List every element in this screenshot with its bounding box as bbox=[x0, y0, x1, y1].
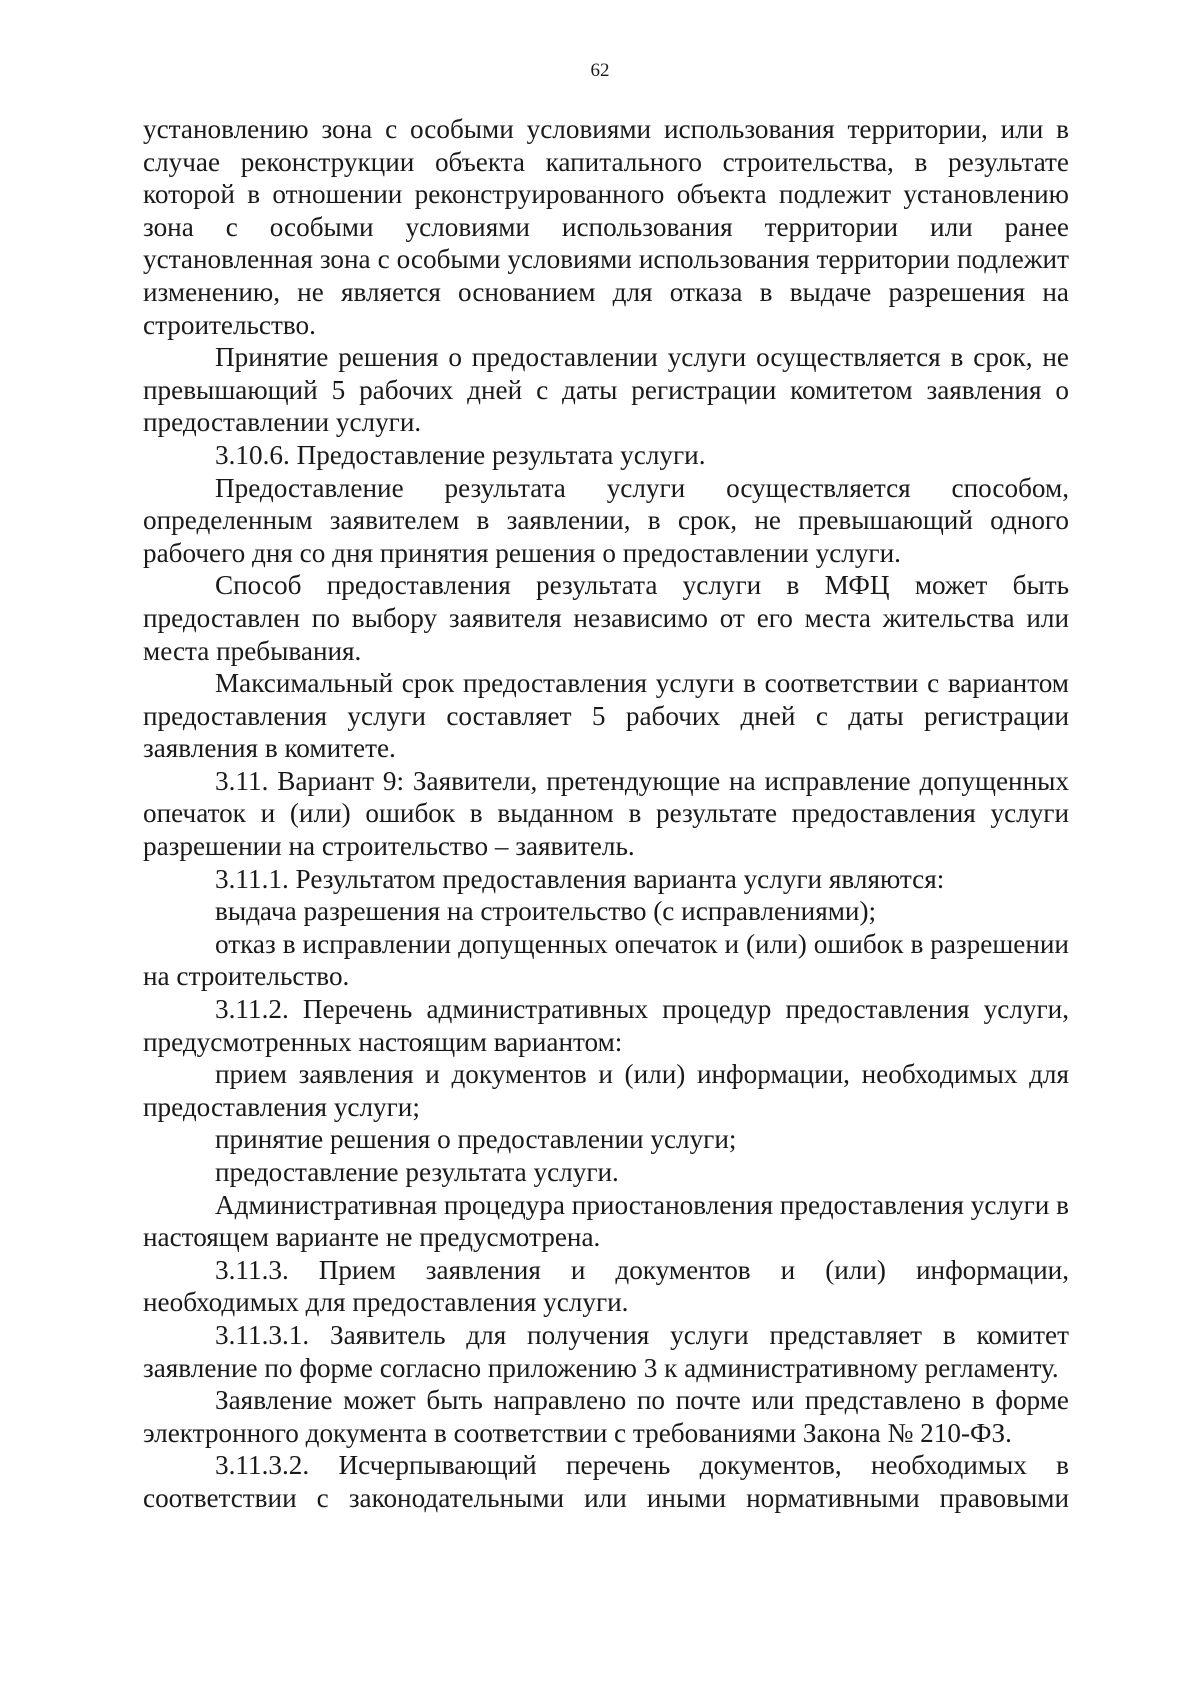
paragraph: Административная процедура приостановления предоставления услуги в настоящем варианте не предусмотрена. bbox=[143, 1189, 1069, 1253]
paragraph: 3.11.3.2. Исчерпывающий перечень документов, необходимых в соответствии с законодательными или иными нормативными правовыми bbox=[143, 1450, 1069, 1513]
paragraph: 3.11.2. Перечень административных процедур предоставления услуги, предусмотренных настоящим вариантом: bbox=[143, 994, 1069, 1057]
paragraph: установлению зона с особыми условиями использования территории, или в случае реконструкции объекта капитального строительства, в результате которой в отношении реконструированного объекта подлежит установлению зона с особыми условиями использования территории или ранее установленная зона с особыми условиями использования территории подлежит изменению, не является основанием для отказа в выдаче разрешения на строительство. bbox=[143, 114, 1069, 340]
section-heading: 3.10.6. Предоставление результата услуги. bbox=[215, 439, 706, 470]
section-heading: 3.11.3. Прием заявления и документов и (или) информации, необходимых для предоставления услуги. bbox=[143, 1254, 1069, 1318]
list-item: отказ в исправлении допущенных опечаток и (или) ошибок в разрешении на строительство. bbox=[143, 928, 1069, 992]
list-item: выдача разрешения на строительство (с исправлениями); bbox=[215, 896, 877, 927]
paragraph: Предоставление результата услуги осуществляется способом, определенным заявителем в заявлении, в срок, не превышающий одного рабочего дня со дня принятия решения о предоставлении услуги. bbox=[143, 472, 1069, 568]
paragraph: 3.11.3.1. Заявитель для получения услуги представляет в комитет заявление по форме согласно приложению 3 к административному регламенту. bbox=[143, 1319, 1069, 1383]
section-heading: 3.11. Вариант 9: Заявители, претендующие на исправление допущенных опечаток и (или) ошибок в выданном в результате предоставления услуги разрешении на строительство – заявитель. bbox=[143, 765, 1069, 862]
list-item: прием заявления и документов и (или) информации, необходимых для предоставления услуги; bbox=[143, 1059, 1069, 1122]
paragraph: Принятие решения о предоставлении услуги осуществляется в срок, не превышающий 5 рабочих дней с даты регистрации комитетом заявления о предоставлении услуги. bbox=[143, 342, 1069, 438]
list-item: принятие решения о предоставлении услуги; bbox=[215, 1124, 737, 1155]
document-body bbox=[143, 113, 1069, 1515]
paragraph: Заявление может быть направлено по почте или представлено в форме электронного документа в соответствии с требованиями Закона № 210-ФЗ. bbox=[143, 1385, 1069, 1448]
paragraph: Максимальный срок предоставления услуги в соответствии с вариантом предоставления услуги составляет 5 рабочих дней с даты регистрации заявления в комитете. bbox=[143, 668, 1069, 764]
paragraph: Способ предоставления результата услуги в МФЦ может быть предоставлен по выбору заявителя независимо от его места жительства или места пребывания. bbox=[143, 570, 1069, 666]
list-item: предоставление результата услуги. bbox=[215, 1157, 619, 1187]
paragraph: 3.11.1. Результатом предоставления варианта услуги являются: bbox=[215, 863, 945, 894]
page-number: 62 bbox=[590, 60, 610, 81]
